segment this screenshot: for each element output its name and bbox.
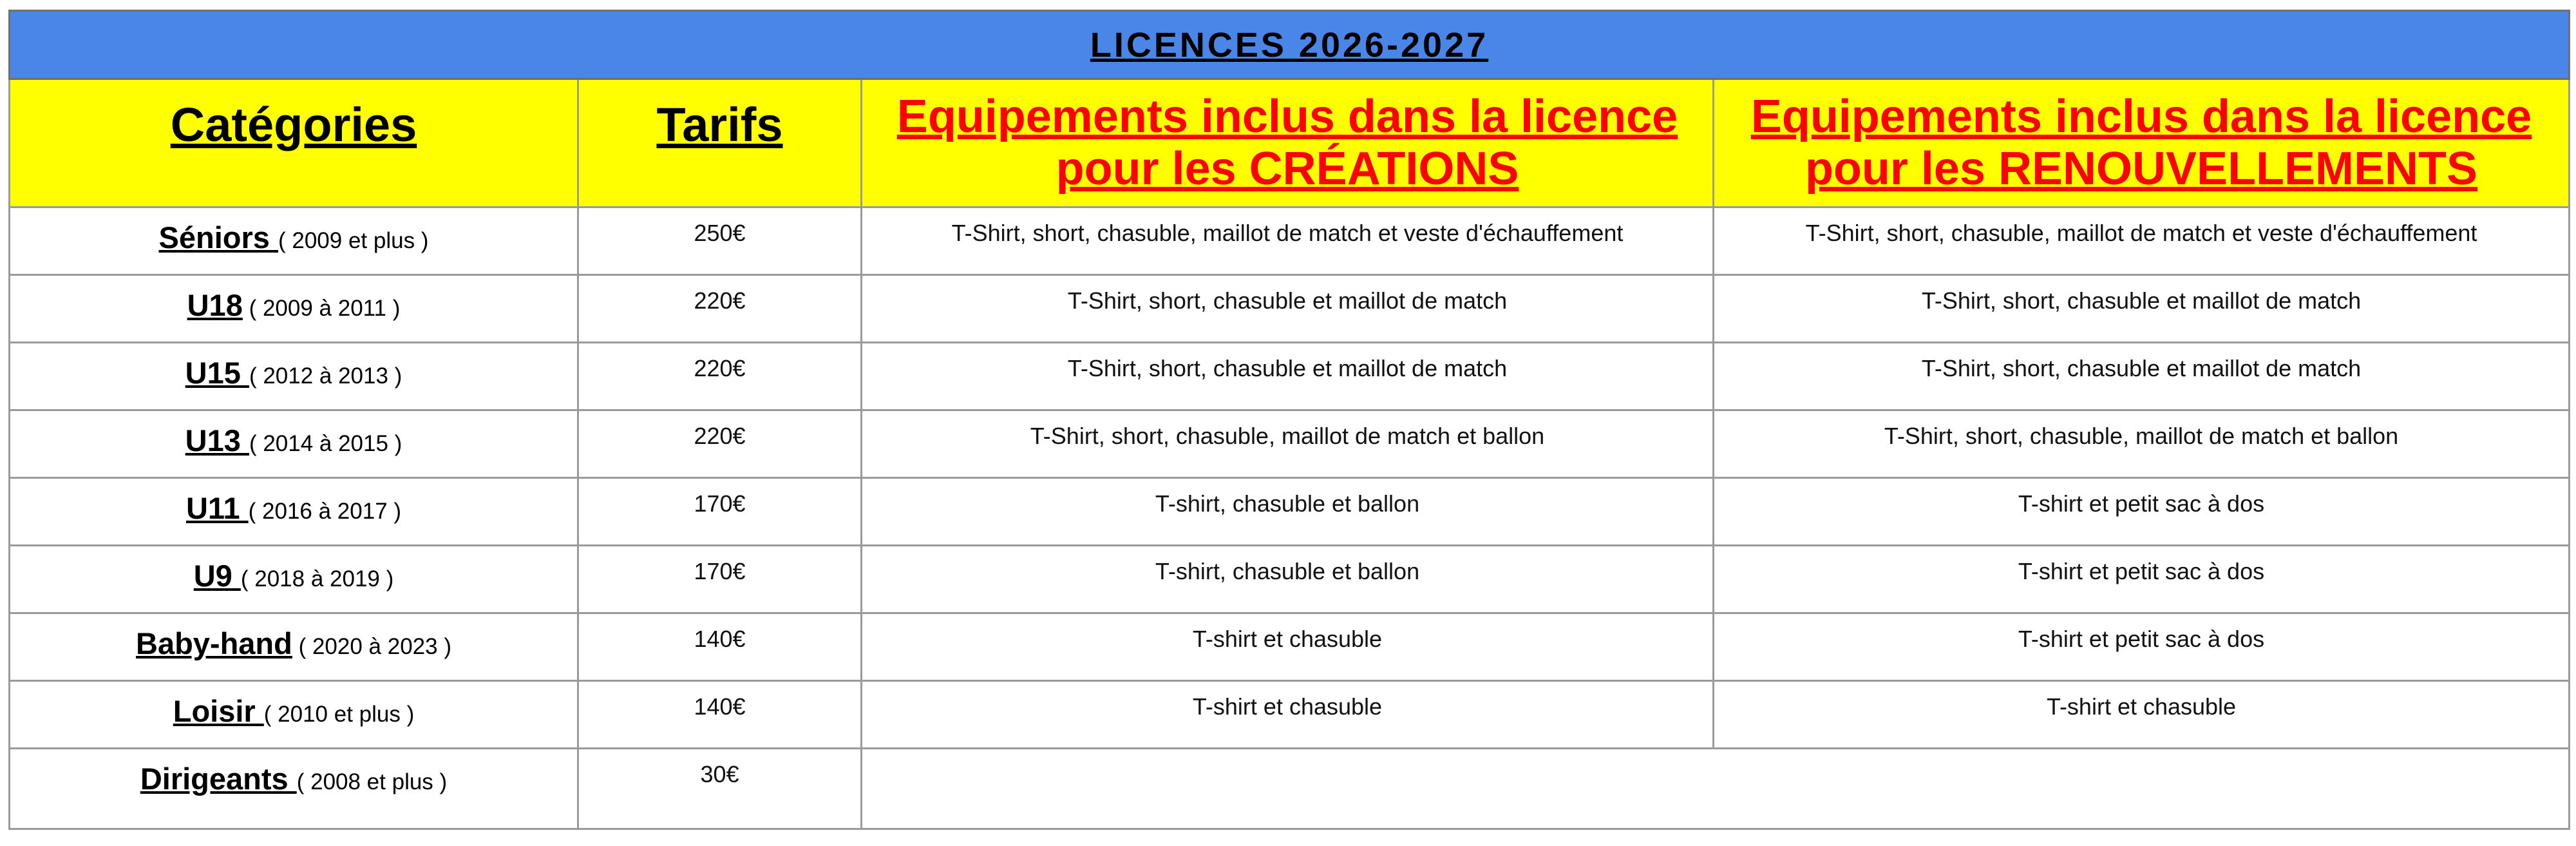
- renewals-equipment: T-shirt et petit sac à dos: [2018, 558, 2265, 584]
- sheet-title: LICENCES 2026-2027: [1090, 25, 1489, 64]
- price-value: 170€: [694, 558, 746, 584]
- category-years: ( 2016 à 2017 ): [248, 499, 402, 524]
- category-cell: [10, 275, 578, 343]
- header-categories: [10, 79, 578, 207]
- renewals-cell: [1714, 275, 2570, 343]
- table-row: [10, 681, 2570, 749]
- table-row: [10, 613, 2570, 681]
- renewals-equipment: T-shirt et chasuble: [2046, 693, 2237, 720]
- creations-equipment: T-shirt, chasuble et ballon: [1155, 558, 1420, 584]
- renewals-equipment: T-shirt et petit sac à dos: [2018, 490, 2265, 517]
- category-years: ( 2010 et plus ): [263, 702, 415, 727]
- creations-equipment: T-Shirt, short, chasuble, maillot de match et veste d'échauffement: [951, 220, 1624, 246]
- price-value: 140€: [694, 693, 746, 720]
- header-creations-line2: pour les CRÉATIONS: [1056, 143, 1519, 195]
- category-years: ( 2009 et plus ): [278, 228, 429, 253]
- table-row: [10, 207, 2570, 275]
- price-cell: [578, 343, 862, 410]
- category-name: U11: [185, 491, 249, 525]
- price-value: 220€: [694, 423, 746, 449]
- renewals-equipment: T-Shirt, short, chasuble et maillot de match: [1921, 287, 2362, 314]
- creations-cell: [862, 478, 1714, 546]
- licence-sheet: [8, 10, 2568, 830]
- category-cell: [10, 681, 578, 749]
- category-name: Loisir: [173, 694, 264, 728]
- header-row: [10, 79, 2570, 207]
- category-years: ( 2020 à 2023 ): [292, 634, 451, 659]
- renewals-cell: [1714, 546, 2570, 613]
- price-cell: [578, 207, 862, 275]
- creations-cell: [862, 207, 1714, 275]
- renewals-cell: [1714, 410, 2570, 478]
- category-cell: [10, 613, 578, 681]
- price-cell: [578, 749, 862, 829]
- category-years: ( 2018 à 2019 ): [240, 566, 394, 591]
- category-name: Séniors: [158, 220, 278, 255]
- header-renewals-line2: pour les RENOUVELLEMENTS: [1804, 143, 2478, 195]
- renewals-cell: [1714, 343, 2570, 410]
- table-row: [10, 410, 2570, 478]
- creations-cell: [862, 275, 1714, 343]
- creations-equipment: T-Shirt, short, chasuble et maillot de match: [1067, 355, 1508, 381]
- renewals-cell: [1714, 681, 2570, 749]
- renewals-cell: [1714, 613, 2570, 681]
- table-row: [10, 343, 2570, 410]
- category-years: ( 2009 à 2011 ): [242, 296, 401, 321]
- price-cell: [578, 613, 862, 681]
- creations-cell: [862, 343, 1714, 410]
- category-name: U13: [185, 423, 249, 457]
- price-cell: [578, 681, 862, 749]
- header-renewals-line1: Equipements inclus dans la licence: [1750, 91, 2532, 143]
- renewals-cell: [1714, 207, 2570, 275]
- title-cell: [10, 11, 2570, 79]
- category-cell: [10, 410, 578, 478]
- category-years: ( 2012 à 2013 ): [249, 363, 402, 389]
- creations-equipment: T-shirt et chasuble: [1192, 626, 1383, 652]
- category-cell: [10, 343, 578, 410]
- licence-table: [8, 10, 2570, 830]
- renewals-equipment: T-Shirt, short, chasuble, maillot de match et ballon: [1884, 423, 2399, 449]
- renewals-cell: [1714, 478, 2570, 546]
- category-name: Baby-hand: [136, 626, 292, 660]
- category-name: U9: [193, 559, 241, 593]
- creations-cell: [862, 613, 1714, 681]
- price-cell: [578, 478, 862, 546]
- price-cell: [578, 275, 862, 343]
- price-cell: [578, 546, 862, 613]
- category-name: U18: [187, 288, 243, 322]
- header-renewals: [1714, 79, 2570, 207]
- header-creations: [862, 79, 1714, 207]
- price-value: 220€: [694, 355, 746, 381]
- category-years: ( 2008 et plus ): [296, 769, 448, 794]
- creations-equipment: T-Shirt, short, chasuble, maillot de match et ballon: [1030, 423, 1545, 449]
- table-row: [10, 546, 2570, 613]
- creations-cell: [862, 546, 1714, 613]
- price-value: 30€: [700, 761, 739, 787]
- header-categories-label: Catégories: [170, 97, 417, 151]
- category-name: U15: [185, 356, 249, 390]
- equipment-empty-cell: [862, 749, 2570, 829]
- renewals-equipment: T-Shirt, short, chasuble, maillot de match et veste d'échauffement: [1805, 220, 2477, 246]
- renewals-equipment: T-Shirt, short, chasuble et maillot de match: [1921, 355, 2362, 381]
- price-value: 140€: [694, 626, 746, 652]
- category-years: ( 2014 à 2015 ): [249, 431, 402, 456]
- table-row: [10, 478, 2570, 546]
- creations-cell: [862, 410, 1714, 478]
- header-tarifs-label: Tarifs: [656, 97, 783, 151]
- creations-cell: [862, 681, 1714, 749]
- category-cell: [10, 207, 578, 275]
- header-creations-line1: Equipements inclus dans la licence: [896, 91, 1678, 143]
- table-row: [10, 749, 2570, 829]
- category-cell: [10, 546, 578, 613]
- creations-equipment: T-shirt, chasuble et ballon: [1155, 490, 1420, 517]
- renewals-equipment: T-shirt et petit sac à dos: [2018, 626, 2265, 652]
- header-tarifs: [578, 79, 862, 207]
- category-name: Dirigeants: [140, 762, 297, 796]
- price-cell: [578, 410, 862, 478]
- price-value: 220€: [694, 287, 746, 314]
- price-value: 170€: [694, 490, 746, 517]
- category-cell: [10, 478, 578, 546]
- creations-equipment: T-shirt et chasuble: [1192, 693, 1383, 720]
- price-value: 250€: [694, 220, 746, 246]
- category-cell: [10, 749, 578, 829]
- table-row: [10, 275, 2570, 343]
- creations-equipment: T-Shirt, short, chasuble et maillot de match: [1067, 287, 1508, 314]
- title-row: [10, 11, 2570, 79]
